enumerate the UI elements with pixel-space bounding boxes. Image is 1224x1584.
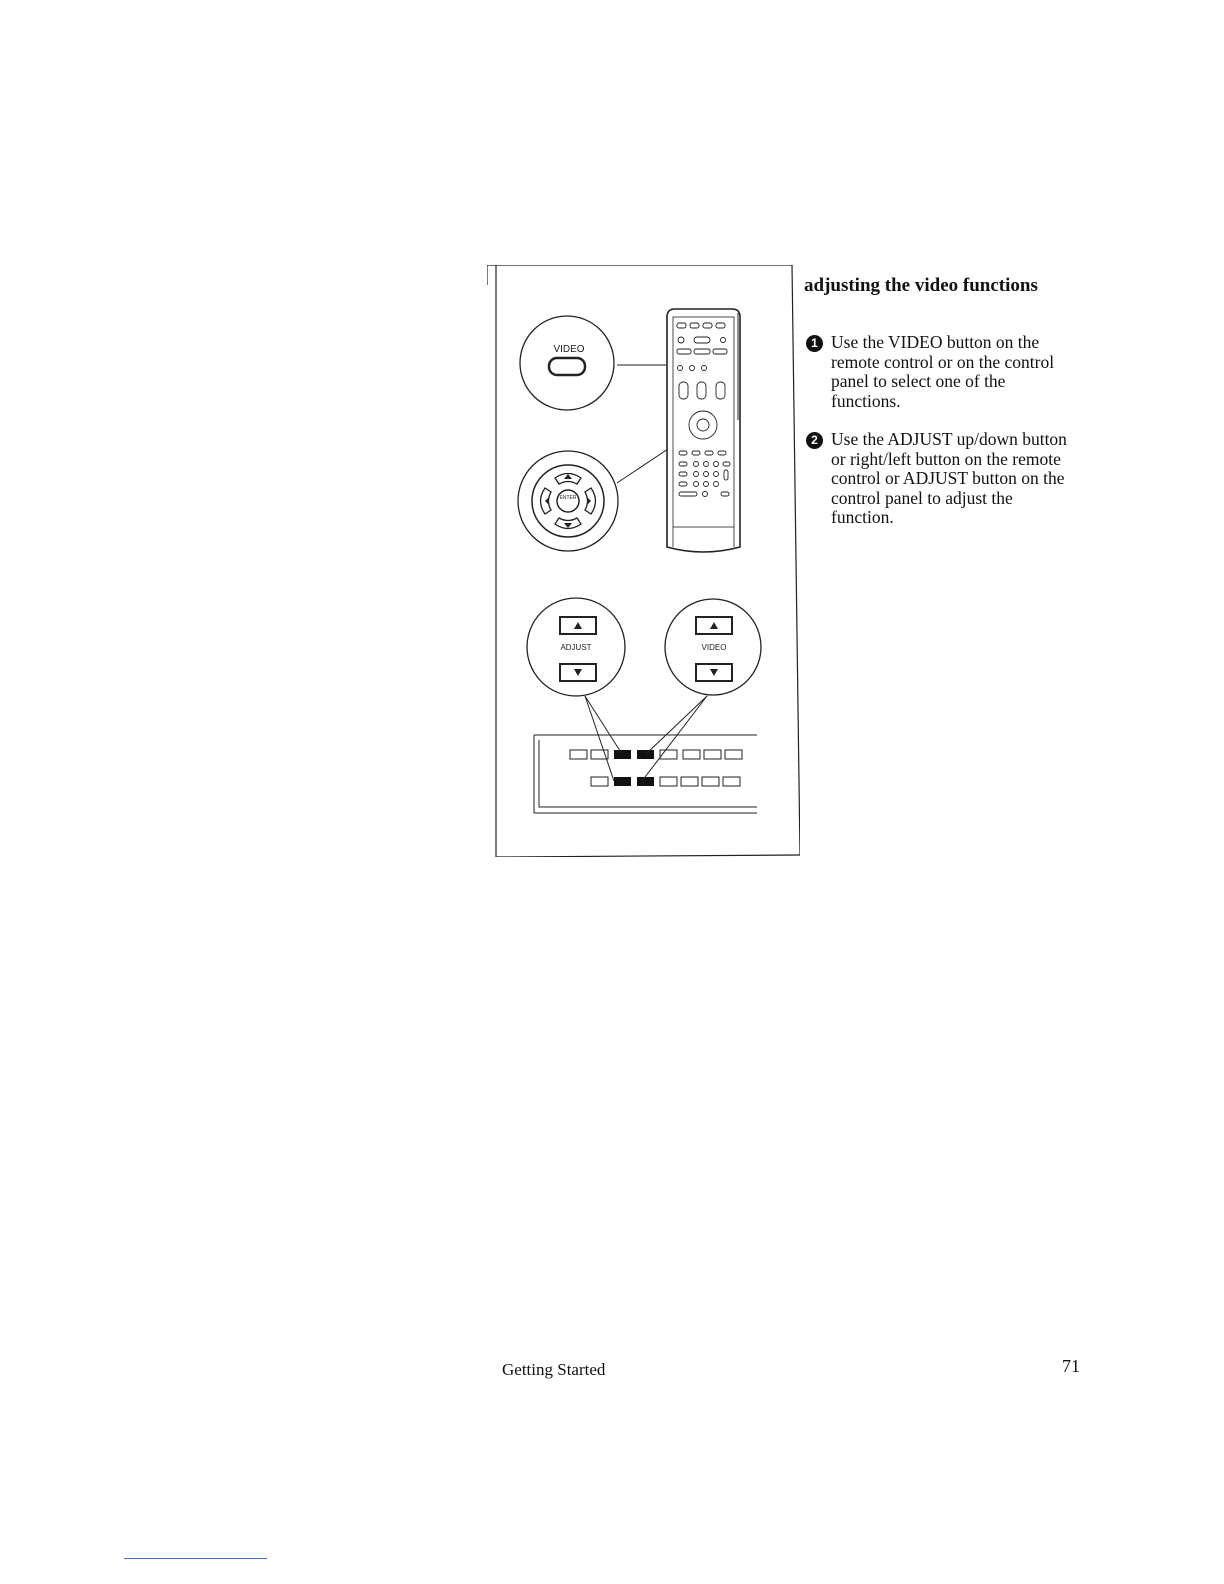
step-text: Use the ADJUST up/down button or right/left button on the remote control or ADJUST button on the control panel to adjust the function. [831,429,1067,527]
footer-section-name: Getting Started [502,1360,606,1379]
step-number-badge: 1 [806,335,823,352]
video-remote-button [549,358,585,375]
video-button-label: VIDEO [553,344,585,355]
illustration [487,265,800,857]
bottom-rule [124,1558,267,1559]
step-item [806,333,1076,411]
page-number: 71 [1062,1356,1080,1376]
control-panel-drawing [534,696,757,813]
enter-button-label: ENTER [559,495,577,501]
step-item [806,430,1076,528]
step-text: Use the VIDEO button on the remote control or on the control panel to select one of the functions. [831,332,1055,411]
direction-pad-callout [518,451,618,551]
section-title: adjusting the video functions [804,275,1038,296]
step-list [806,333,1076,547]
frame-right-edge [792,265,800,855]
enter-button [557,490,579,512]
video-button-callout [520,316,614,410]
step-number-badge: 2 [806,432,823,449]
remote-control-drawing [667,309,740,552]
remote-and-panel-illustration [487,265,800,857]
panel-video-label: VIDEO [701,643,727,652]
adjust-label: ADJUST [560,643,592,652]
